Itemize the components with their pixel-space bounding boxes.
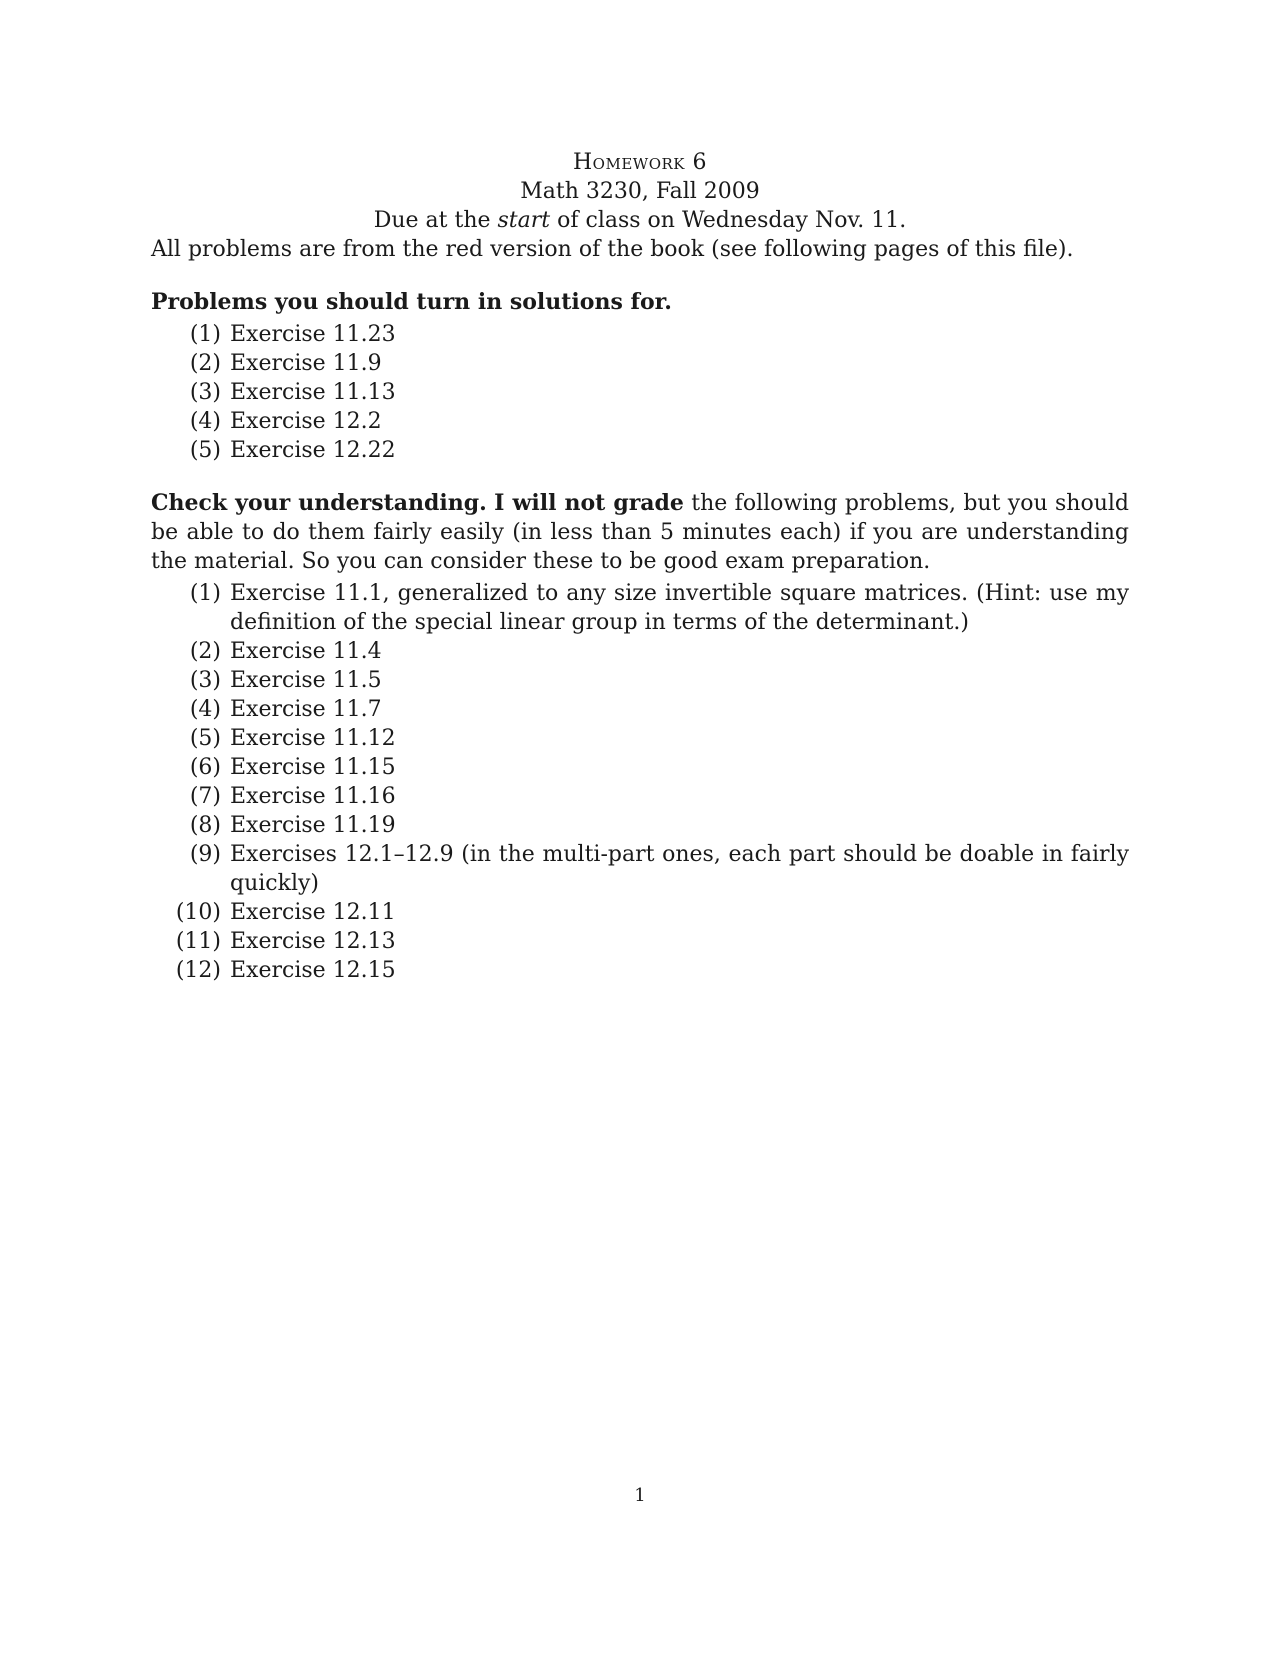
check-section bbox=[151, 489, 1129, 985]
item-text: Exercise 11.4 bbox=[230, 639, 382, 664]
due-line bbox=[151, 206, 1129, 235]
list-item bbox=[151, 637, 1129, 666]
due-emphasis: start bbox=[497, 208, 551, 233]
item-number: (3) bbox=[189, 380, 221, 405]
item-text: Exercise 11.15 bbox=[230, 755, 396, 780]
list-item bbox=[151, 927, 1129, 956]
course-line: Math 3230, Fall 2009 bbox=[520, 179, 760, 204]
list-item bbox=[151, 320, 1129, 349]
item-text: Exercise 11.7 bbox=[230, 697, 382, 722]
item-number: (8) bbox=[189, 813, 221, 838]
item-number: (9) bbox=[189, 842, 221, 867]
item-text: Exercise 11.9 bbox=[230, 351, 382, 376]
list-item bbox=[151, 782, 1129, 811]
item-text: Exercise 11.5 bbox=[230, 668, 382, 693]
item-number: (3) bbox=[189, 668, 221, 693]
list-item bbox=[151, 436, 1129, 465]
item-number: (10) bbox=[175, 900, 221, 925]
item-text: Exercise 11.16 bbox=[230, 784, 396, 809]
list-item bbox=[151, 898, 1129, 927]
list-item bbox=[151, 378, 1129, 407]
item-number: (5) bbox=[189, 438, 221, 463]
item-number: (1) bbox=[189, 581, 221, 606]
item-text: Exercise 11.19 bbox=[230, 813, 396, 838]
item-number: (6) bbox=[189, 755, 221, 780]
turn-in-heading: Problems you should turn in solutions for. bbox=[151, 289, 672, 315]
list-item bbox=[151, 666, 1129, 695]
item-number: (5) bbox=[189, 726, 221, 751]
check-heading: Check your understanding. bbox=[151, 490, 487, 516]
document-title: Homework 6 bbox=[573, 150, 707, 175]
item-number: (4) bbox=[189, 409, 221, 434]
list-item bbox=[151, 811, 1129, 840]
item-text: Exercise 11.1, generalized to any size invertible square matrices. (Hint: use my definition of the special linear group in terms of the determinant.) bbox=[230, 581, 1129, 635]
item-number: (4) bbox=[189, 697, 221, 722]
intro-paragraph: All problems are from the red version of the book (see following pages of this file). bbox=[151, 237, 1074, 262]
list-item bbox=[151, 840, 1129, 898]
item-text: Exercise 12.13 bbox=[230, 929, 396, 954]
list-item bbox=[151, 753, 1129, 782]
due-suffix: of class on Wednesday Nov. 11. bbox=[550, 208, 907, 233]
due-prefix: Due at the bbox=[373, 208, 498, 233]
page-number: 1 bbox=[634, 1485, 646, 1506]
item-text: Exercise 12.2 bbox=[230, 409, 382, 434]
item-number: (7) bbox=[189, 784, 221, 809]
turn-in-list bbox=[151, 320, 1129, 465]
item-number: (12) bbox=[175, 958, 221, 983]
list-item bbox=[151, 407, 1129, 436]
page-content bbox=[151, 148, 1129, 985]
turn-in-section bbox=[151, 288, 1129, 465]
item-number: (2) bbox=[189, 351, 221, 376]
no-grade-phrase: I will not grade bbox=[494, 490, 684, 516]
item-text: Exercise 12.11 bbox=[230, 900, 396, 925]
check-list bbox=[151, 579, 1129, 985]
list-item bbox=[151, 349, 1129, 378]
item-text: Exercise 11.12 bbox=[230, 726, 396, 751]
check-paragraph bbox=[151, 489, 1129, 576]
list-item bbox=[151, 695, 1129, 724]
item-text: Exercise 11.23 bbox=[230, 322, 396, 347]
item-number: (1) bbox=[189, 322, 221, 347]
list-item bbox=[151, 956, 1129, 985]
item-number: (2) bbox=[189, 639, 221, 664]
item-text: Exercise 11.13 bbox=[230, 380, 396, 405]
item-text: Exercise 12.15 bbox=[230, 958, 396, 983]
item-number: (11) bbox=[175, 929, 221, 954]
list-item bbox=[151, 724, 1129, 753]
item-text: Exercises 12.1–12.9 (in the multi-part ones, each part should be doable in fairly quickly) bbox=[230, 842, 1129, 896]
list-item bbox=[151, 579, 1129, 637]
item-text: Exercise 12.22 bbox=[230, 438, 396, 463]
check-paragraph-text: the following problems, but you should be able to do them fairly easily (in less than 5 minutes each) if you are understanding the material. So you can consider these to be good exam preparation. bbox=[151, 491, 1129, 574]
